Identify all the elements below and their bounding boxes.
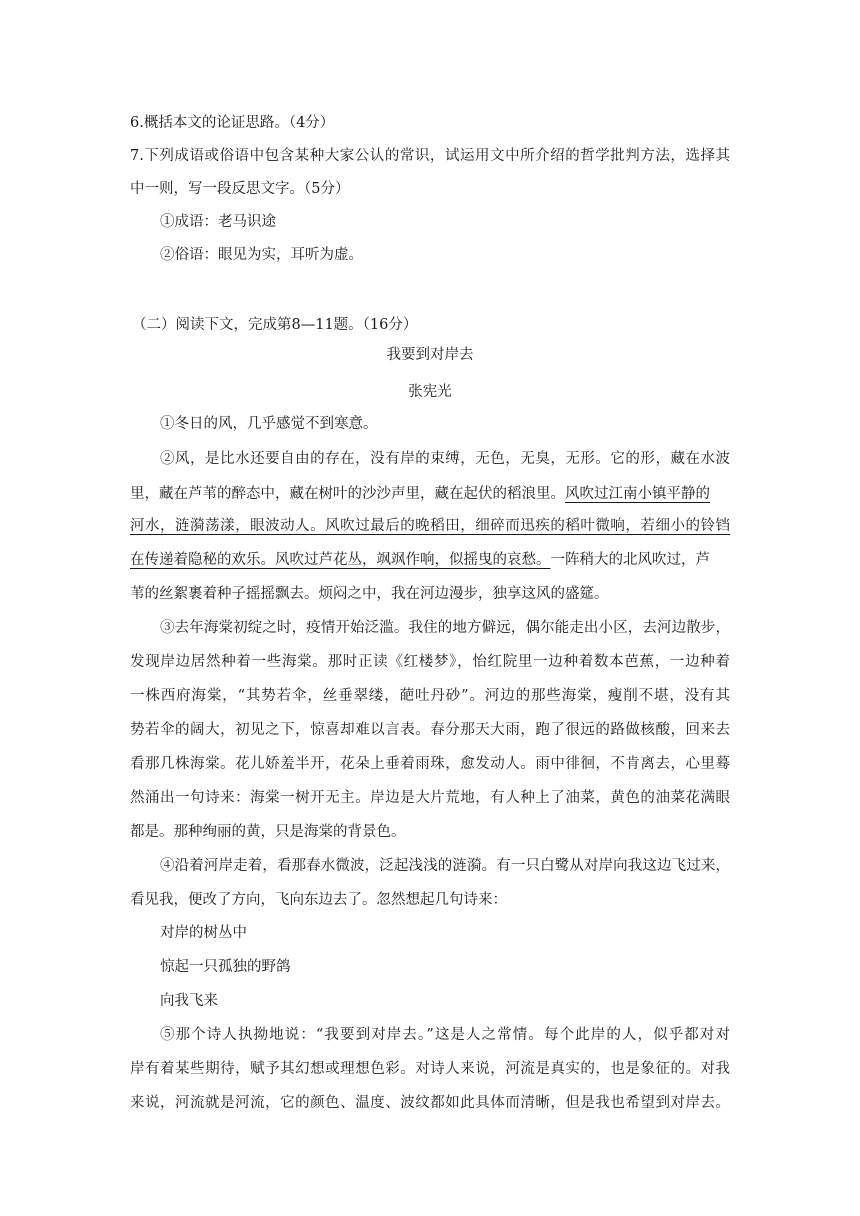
paragraph-3-line-7: 都是。那种绚丽的黄，只是海棠的背景色。 bbox=[130, 824, 406, 840]
paragraph-2-line-1: ②风，是比水还要自由的存在，没有岸的束缚，无色，无臭，无形。它的形，藏在水波 bbox=[160, 451, 730, 467]
paragraph-3-line-5: 看那几株海棠。花儿娇羞半开，花朵上垂着雨珠，愈发动人。雨中徘徊，不肯离去，心里蓦 bbox=[130, 756, 730, 772]
question-7-option-2: ②俗语：眼见为实，耳听为虚。 bbox=[160, 247, 363, 263]
paragraph-1: ①冬日的风，几乎感觉不到寒意。 bbox=[160, 416, 378, 432]
underlined-sentence: 在传递着隐秘的欢乐。风吹过芦花丛，飒飒作响，似摇曳的哀愁。 bbox=[130, 552, 551, 568]
question-7-option-1: ①成语：老马识途 bbox=[160, 214, 276, 230]
underlined-sentence: 河水，涟漪荡漾，眼波动人。风吹过最后的晚稻田，细碎而迅疾的稻叶微响，若细小的铃铛 bbox=[130, 518, 730, 534]
question-6: 6.概括本文的论证思路。（4分） bbox=[130, 115, 335, 131]
paragraph-3-line-6: 然涌出一句诗来：海棠一树开无主。岸边是大片荒地，有人种上了油菜，黄色的油菜花满眼 bbox=[130, 790, 730, 806]
poem-line-1: 对岸的树丛中 bbox=[160, 925, 247, 941]
paragraph-2-text: 一阵稍大的北风吹过，芦 bbox=[550, 552, 710, 568]
paragraph-3-line-2: 发现岸边居然种着一些海棠。那时正读《红楼梦》，怡红院里一边种着数本芭蕉，一边种着 bbox=[130, 654, 730, 670]
poem-line-2: 惊起一只孤独的野鸽 bbox=[160, 959, 291, 975]
paragraph-3-line-3: 一株西府海棠，“其势若伞，丝垂翠缕，葩吐丹砂”。河边的那些海棠，瘦削不堪，没有其 bbox=[130, 688, 730, 704]
paragraph-5-line-3: 来说，河流就是河流，它的颜色、温度、波纹都如此具体而清晰，但是我也希望到对岸去。 bbox=[130, 1095, 730, 1111]
question-7-line-1: 7.下列成语或俗语中包含某种大家公认的常识，试运用文中所介绍的哲学批判方法，选择其 bbox=[130, 148, 730, 164]
poem-line-3: 向我飞来 bbox=[160, 993, 218, 1009]
paragraph-2-line-5: 苇的丝絮裹着种子摇摇飘去。烦闷之中，我在河边漫步，独享这风的盛筵。 bbox=[130, 586, 609, 602]
paragraph-4-line-2: 看见我，便改了方向，飞向东边去了。忽然想起几句诗来： bbox=[130, 892, 507, 908]
question-7-line-2: 中一则，写一段反思文字。（5分） bbox=[130, 181, 350, 197]
paragraph-4-line-1: ④沿着河岸走着，看那春水微波，泛起浅浅的涟漪。有一只白鹭从对岸向我这边飞过来， bbox=[160, 858, 730, 874]
paragraph-2-line-2 bbox=[130, 484, 730, 504]
paragraph-2-text: 里，藏在芦苇的醉态中，藏在树叶的沙沙声里，藏在起伏的稻浪里。 bbox=[130, 486, 565, 502]
paragraph-5-line-2: 岸有着某些期待，赋予其幻想或理想色彩。对诗人来说，河流是真实的，也是象征的。对我 bbox=[130, 1061, 730, 1077]
paragraph-3-line-4: 势若伞的阔大，初见之下，惊喜却难以言表。春分那天大雨，跑了很远的路做核酸，回来去 bbox=[130, 722, 730, 738]
paragraph-2-line-3 bbox=[130, 516, 730, 536]
paragraph-5-line-1: ⑤那个诗人执拗地说：“我要到对岸去。”这是人之常情。每个此岸的人，似乎都对对 bbox=[160, 1027, 730, 1043]
section-2-heading: （二）阅读下文，完成第8—11题。（16分） bbox=[132, 317, 418, 333]
underlined-sentence: 风吹过江南小镇平静的 bbox=[565, 486, 710, 502]
paragraph-2-line-4 bbox=[130, 550, 730, 570]
paragraph-3-line-1: ③去年海棠初绽之时，疫情开始泛滥。我住的地方僻远，偶尔能走出小区，去河边散步， bbox=[160, 620, 730, 636]
article-title: 我要到对岸去 bbox=[386, 347, 474, 363]
article-author: 张宪光 bbox=[408, 384, 452, 400]
